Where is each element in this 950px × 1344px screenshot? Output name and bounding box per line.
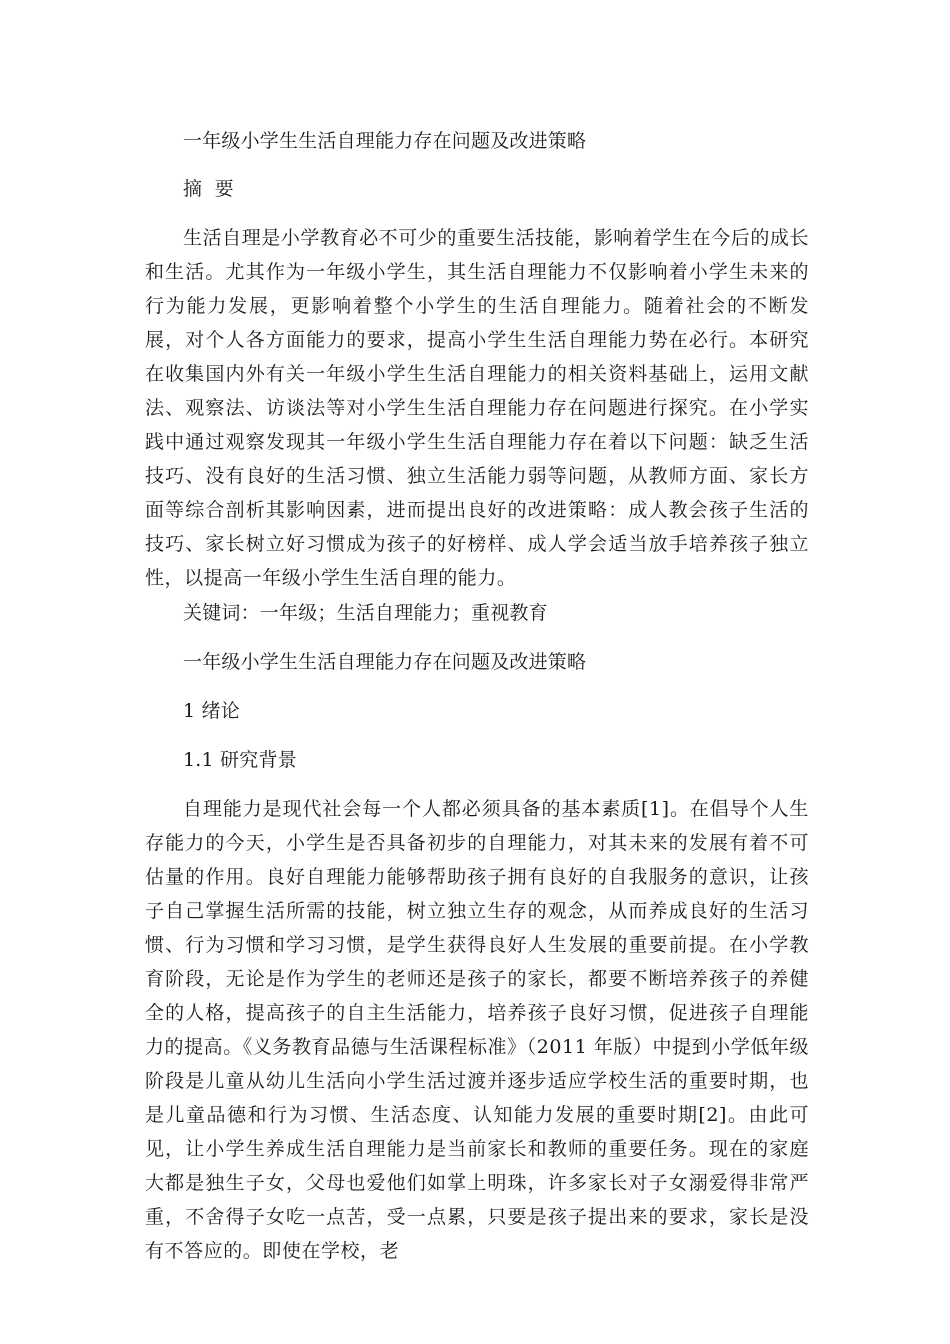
document-title: 一年级小学生生活自理能力存在问题及改进策略 [183,130,587,152]
section-heading-1: 1 绪论 [183,700,240,722]
abstract-heading: 摘 要 [183,178,234,200]
repeated-title: 一年级小学生生活自理能力存在问题及改进策略 [183,651,587,673]
body-paragraph: 自理能力是现代社会每一个人都必须具备的基本素质[1]。在倡导个人生存能力的今天，小学生是否具备初步的自理能力，对其未来的发展有着不可估量的作用。良好自理能力能够帮助孩子拥有良好的自我服务的意识，让孩子自己掌握生活所需的技能，树立独立生存的观念，从而养成良好的生活习惯、行为习惯和学习习惯，是学生获得良好人生发展的重要前提。在小学教育阶段，无论是作为学生的老师还是孩子的家长，都要不断培养孩子的养健全的人格，提高孩子的自主生活能力，培养孩子良好习惯，促进孩子自理能力的提高。《义务教育品德与生活课程标准》（2011 年版）中提到小学低年级阶段是儿童从幼儿生活向小学生活过渡并逐步适应学校生活的重要时期，也是儿童品德和行为习惯、生活态度、认知能力发展的重要时期[2]。由此可见，让小学生养成生活自理能力是当前家长和教师的重要任务。现在的家庭大都是独生子女，父母也爱他们如掌上明珠，许多家长对子女溺爱得非常严重，不舍得子女吃一点苦，受一点累，只要是孩子提出来的要求，家长是没有不答应的。即使在学校，老 [145,798,809,1262]
keywords-line: 关键词：一年级；生活自理能力；重视教育 [183,602,548,624]
abstract-paragraph: 生活自理是小学教育必不可少的重要生活技能，影响着学生在今后的成长和生活。尤其作为一年级小学生，其生活自理能力不仅影响着小学生未来的行为能力发展，更影响着整个小学生的生活自理能力。随着社会的不断发展，对个人各方面能力的要求，提高小学生生活自理能力势在必行。本研究在收集国内外有关一年级小学生生活自理能力的相关资料基础上，运用文献法、观察法、访谈法等对小学生生活自理能力存在问题进行探究。在小学实践中通过观察发现其一年级小学生生活自理能力存在着以下问题：缺乏生活技巧、没有良好的生活习惯、独立生活能力弱等问题，从教师方面、家长方面等综合剖析其影响因素，进而提出良好的改进策略：成人教会孩子生活的技巧、家长树立好习惯成为孩子的好榜样、成人学会适当放手培养孩子独立性，以提高一年级小学生生活自理的能力。 [145,227,809,589]
section-heading-1-1: 1.1 研究背景 [183,749,297,771]
